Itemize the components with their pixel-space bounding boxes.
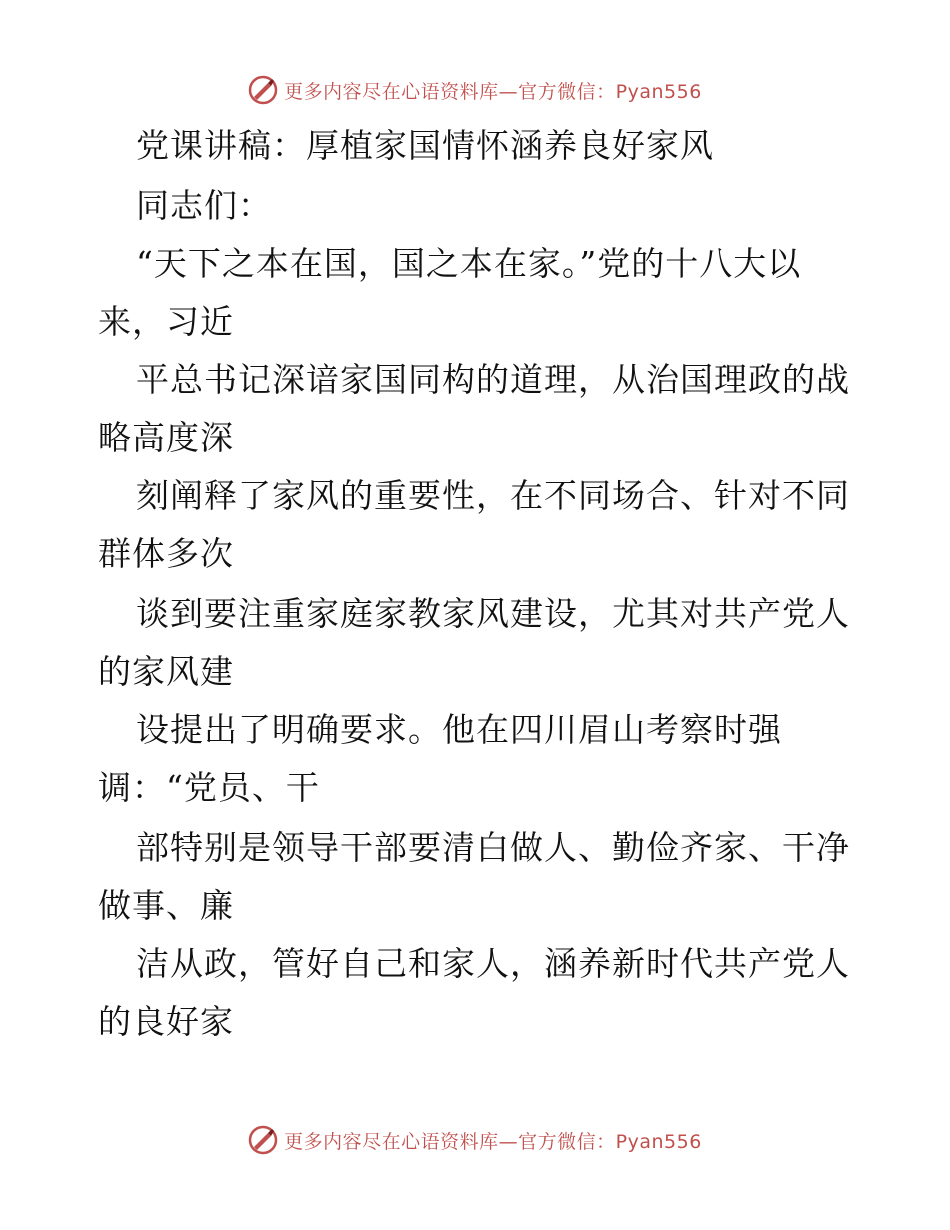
text-line: 部特别是领导干部要清白做人、勤俭齐家、干净 <box>136 828 850 867</box>
text-line: 的家风建 <box>98 652 234 691</box>
text-line: 平总书记深谙家国同构的道理，从治国理政的战 <box>136 360 850 399</box>
text-line: 来，习近 <box>98 302 234 341</box>
footer-watermark <box>0 1120 950 1160</box>
pen-logo-icon <box>248 1125 278 1155</box>
text-line: 洁从政，管好自己和家人，涵养新时代共产党人 <box>136 944 850 983</box>
text-line: 群体多次 <box>98 534 234 573</box>
text-line: 略高度深 <box>98 418 234 457</box>
text-line: 的良好家 <box>98 1002 234 1041</box>
text-line: 谈到要注重家庭家教家风建设，尤其对共产党人 <box>136 594 850 633</box>
footer-watermark-text: 更多内容尽在心语资料库—官方微信：Pyan556 <box>284 1130 702 1153</box>
text-line: 做事、廉 <box>98 886 234 925</box>
text-line: “天下之本在国，国之本在家。”党的十八大以 <box>136 244 802 283</box>
text-line: 刻阐释了家风的重要性，在不同场合、针对不同 <box>136 476 850 515</box>
header-watermark-text: 更多内容尽在心语资料库—官方微信：Pyan556 <box>284 80 702 103</box>
text-line: 设提出了明确要求。他在四川眉山考察时强 <box>136 710 782 749</box>
document-title: 党课讲稿：厚植家国情怀涵养良好家风 <box>136 126 714 165</box>
pen-logo-icon <box>248 75 278 105</box>
text-line: 调：“党员、干 <box>98 768 320 807</box>
salutation: 同志们： <box>136 186 272 225</box>
header-watermark <box>0 70 950 110</box>
